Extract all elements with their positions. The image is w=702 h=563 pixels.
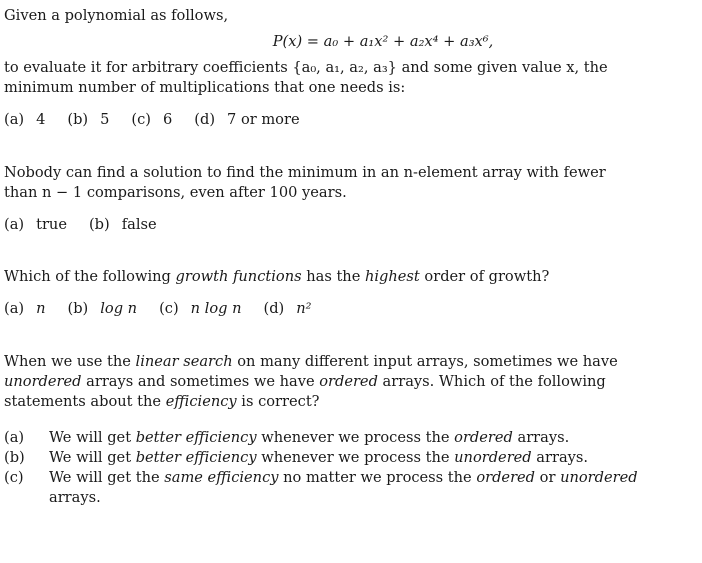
- q4-option-a-pre: We will get: [49, 429, 136, 446]
- q4-line1: [4, 352, 642, 372]
- q4-option-a-post: arrays.: [512, 429, 570, 446]
- q3-option-c-text[interactable]: n log n: [190, 300, 242, 317]
- q2-option-a-label[interactable]: (a): [4, 216, 25, 233]
- q1-option-d-label[interactable]: (d): [194, 111, 216, 128]
- q1-intro: Given a polynomial as follows,: [4, 7, 229, 24]
- spacer: [4, 319, 642, 352]
- q2-line1: Nobody can find a solution to find the minimum in an n-element array with fewer: [4, 164, 606, 181]
- q4-option-c-em2: ordered: [476, 469, 536, 486]
- q4-option-b-text[interactable]: [49, 448, 642, 468]
- q4-line1-pre: When we use the: [4, 353, 136, 370]
- q4-line2: [4, 372, 642, 392]
- q4-option-b-post: arrays.: [531, 449, 589, 466]
- q1-option-d-text[interactable]: 7 or more: [227, 111, 300, 128]
- question-1: [4, 6, 642, 130]
- q4-line3-em: efficiency: [165, 393, 237, 410]
- q4-option-c-em1: same efficiency: [164, 469, 279, 486]
- q1-option-a-label[interactable]: (a): [4, 111, 25, 128]
- q4-option-b[interactable]: [4, 448, 642, 468]
- q2-option-b-text[interactable]: false: [121, 216, 157, 233]
- question-4: [4, 352, 642, 508]
- q4-option-c-mid2: or: [535, 469, 561, 486]
- q4-option-b-pre: We will get: [49, 449, 136, 466]
- q4-option-b-label[interactable]: (b): [4, 449, 25, 466]
- q3-option-c-label[interactable]: (c): [159, 300, 179, 317]
- q4-line2-mid: arrays and sometimes we have: [81, 373, 320, 390]
- q4-option-b-em2: unordered: [454, 449, 532, 466]
- q4-option-b-mid: whenever we process the: [256, 449, 455, 466]
- q4-option-a-em1: better efficiency: [135, 429, 257, 446]
- q3-option-b-label[interactable]: (b): [67, 300, 89, 317]
- q4-option-c-post: arrays.: [49, 489, 101, 506]
- q3-option-b-text[interactable]: log n: [100, 300, 138, 317]
- q4-line3: [4, 392, 642, 412]
- q4-option-c-text[interactable]: [49, 468, 642, 508]
- q4-option-a-label[interactable]: (a): [4, 429, 25, 446]
- q1-body-line1: to evaluate it for arbitrary coefficients {a₀, a₁, a₂, a₃} and some given value x, the: [4, 59, 608, 76]
- q3-prompt-post: order of growth?: [419, 268, 550, 285]
- q4-option-c[interactable]: [4, 468, 642, 508]
- q4-option-b-em1: better efficiency: [135, 449, 257, 466]
- q1-option-c-label[interactable]: (c): [131, 111, 151, 128]
- q3-prompt-mid: has the: [301, 268, 365, 285]
- q1-formula-lhs: P(x): [272, 33, 303, 50]
- q3-prompt-em1: growth functions: [175, 268, 302, 285]
- q1-option-b-label[interactable]: (b): [67, 111, 89, 128]
- q3-prompt: [4, 267, 642, 287]
- q4-option-c-label[interactable]: (c): [4, 469, 24, 486]
- q2-option-a-text[interactable]: true: [36, 216, 67, 233]
- q4-option-a-text[interactable]: [49, 428, 642, 448]
- q3-option-d-text[interactable]: n²: [296, 300, 312, 317]
- q2-line2: than n − 1 comparisons, even after 100 years.: [4, 184, 347, 201]
- question-3: [4, 267, 642, 319]
- q1-option-b-text[interactable]: 5: [100, 111, 110, 128]
- q4-line2-em1: unordered: [4, 373, 82, 390]
- q4-option-a-mid: whenever we process the: [256, 429, 455, 446]
- question-sheet: [4, 6, 642, 508]
- q4-line2-post: arrays. Which of the following: [377, 373, 606, 390]
- q4-line3-pre: statements about the: [4, 393, 166, 410]
- q2-options: [4, 215, 642, 235]
- q4-line3-post: is correct?: [236, 393, 320, 410]
- question-2: [4, 163, 642, 235]
- q1-formula: [4, 32, 642, 52]
- q1-formula-rhs: a₀ + a₁x² + a₂x⁴ + a₃x⁶,: [323, 33, 494, 50]
- q4-line2-em2: ordered: [319, 373, 378, 390]
- q4-option-a[interactable]: [4, 428, 642, 448]
- q1-option-a-text[interactable]: 4: [36, 111, 46, 128]
- q3-option-a-label[interactable]: (a): [4, 300, 25, 317]
- q4-options: [4, 428, 642, 508]
- q1-option-c-text[interactable]: 6: [162, 111, 173, 128]
- q3-option-a-text[interactable]: n: [36, 300, 46, 317]
- spacer: [4, 130, 642, 163]
- q4-line1-em: linear search: [135, 353, 233, 370]
- q4-option-a-em2: ordered: [454, 429, 513, 446]
- q3-prompt-em2: highest: [364, 268, 420, 285]
- spacer: [4, 235, 642, 267]
- q4-option-c-pre: We will get the: [49, 469, 165, 486]
- q1-body-line2: minimum number of multiplications that one needs is:: [4, 79, 406, 96]
- q3-options: [4, 299, 642, 319]
- q4-option-c-em3: unordered: [560, 469, 638, 486]
- q1-options: [4, 110, 642, 130]
- q1-formula-equals: =: [306, 33, 324, 50]
- q3-prompt-pre: Which of the following: [4, 268, 176, 285]
- q4-line1-post: on many different input arrays, sometimes we have: [232, 353, 618, 370]
- q4-option-c-mid: no matter we process the: [278, 469, 477, 486]
- q3-option-d-label[interactable]: (d): [263, 300, 285, 317]
- q2-option-b-label[interactable]: (b): [88, 216, 110, 233]
